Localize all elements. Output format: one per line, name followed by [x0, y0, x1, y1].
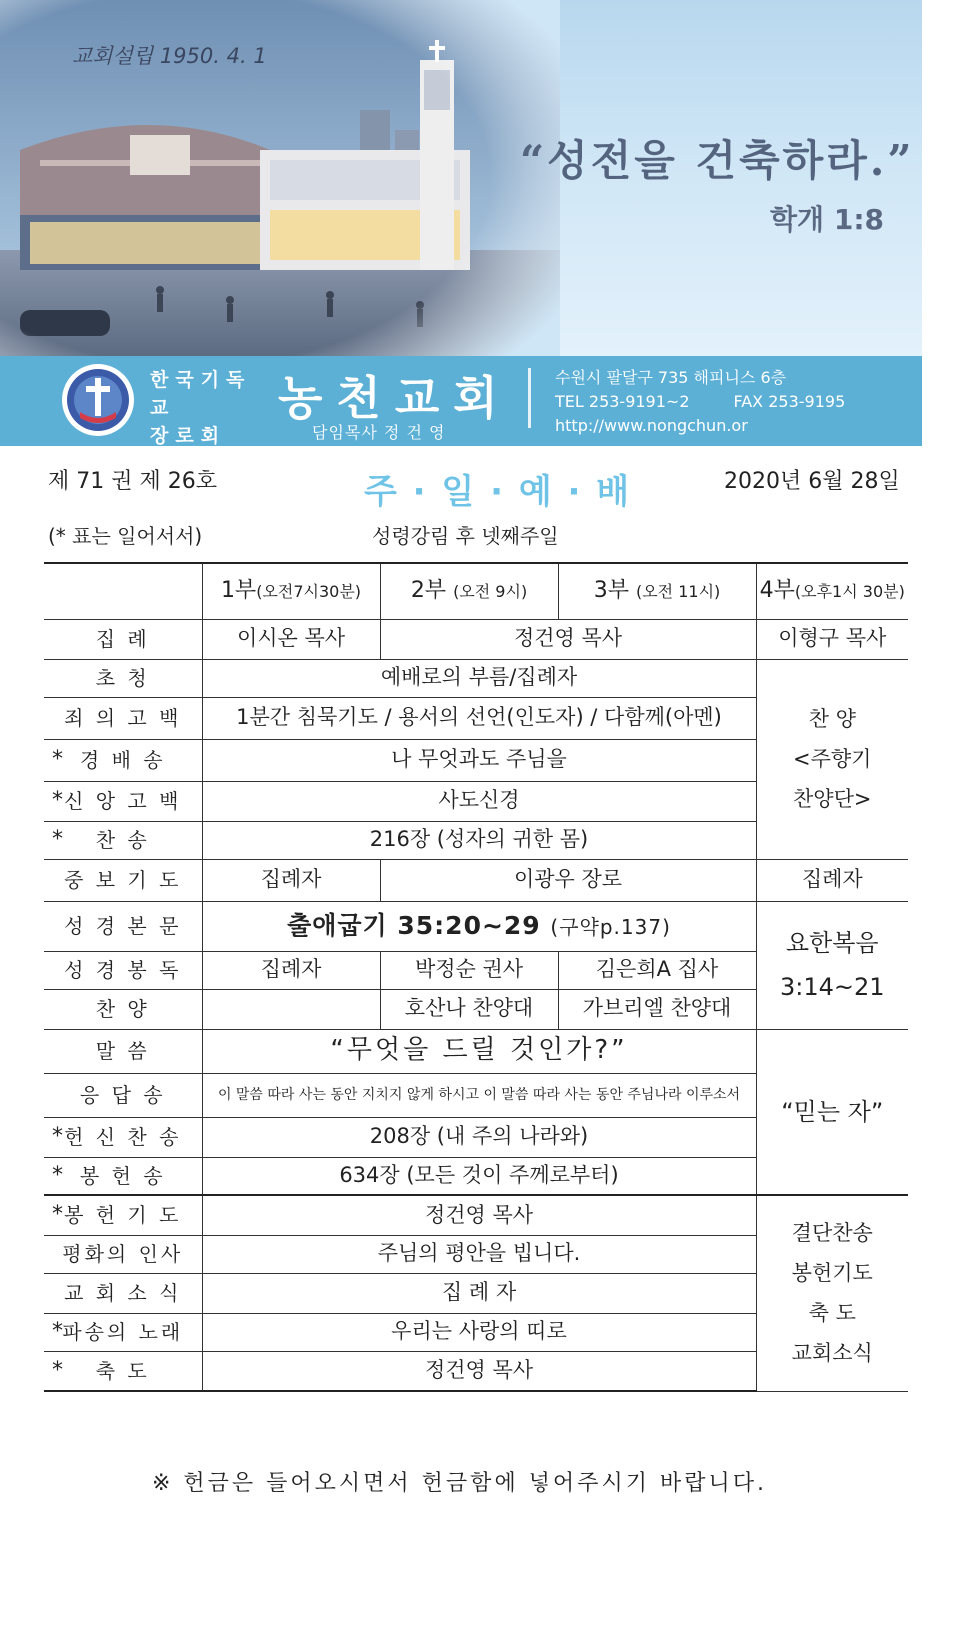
row-offering-prayer [44, 1195, 908, 1235]
sending-value: 우리는 사랑의 띠로 [202, 1313, 756, 1351]
service-2-header: 2부 (오전 9시) [380, 563, 558, 619]
fax: FAX 253-9195 [733, 392, 846, 411]
standing-star-icon: * [52, 1357, 66, 1383]
offering-notice: ※ 헌금은 들어오시면서 헌금함에 넣어주시기 바랍니다. [152, 1471, 767, 1496]
liturgical-sunday: 성령강림 후 넷째주일 [372, 524, 559, 548]
offertory-value: 634장 (모든 것이 주께로부터) [202, 1157, 756, 1195]
senior-pastor: 담임목사 정 건 영 [312, 423, 446, 442]
peace-value: 주님의 평안을 빕니다. [202, 1235, 756, 1273]
service-4-praise [756, 659, 908, 859]
denomination [150, 366, 262, 450]
church-logo-icon [60, 362, 136, 438]
reading-service-3: 김은희A 집사 [558, 951, 756, 989]
sermon-title: “무엇을 드릴 것인가?” [202, 1029, 756, 1073]
label-response: 응 답 송 [44, 1073, 202, 1117]
reading-service-1: 집례자 [202, 951, 380, 989]
presider-service-2-3: 정건영 목사 [380, 619, 756, 659]
row-invitation [44, 659, 908, 697]
adoration-value: 나 무엇과도 주님을 [202, 739, 756, 781]
header-banner [0, 0, 922, 356]
intercession-service-2-3: 이광우 장로 [380, 859, 756, 901]
standing-star-icon: * [52, 746, 66, 772]
label-confession: 죄 의 고 백 [44, 697, 202, 739]
service-4-scripture-verse: 3:14~21 [779, 973, 885, 1001]
news-value: 집 례 자 [202, 1273, 756, 1313]
presider-service-1: 이시온 목사 [202, 619, 380, 659]
anthem-service-3: 가브리엘 찬양대 [558, 989, 756, 1029]
service-title: 주 · 일 · 예 · 배 [364, 472, 632, 512]
band-divider [528, 368, 531, 428]
denomination-line-1: 한국기독교 [150, 369, 252, 419]
dedication-value: 208장 (내 주의 나라와) [202, 1117, 756, 1157]
label-sending: * 파송의 노래 [44, 1313, 202, 1351]
header-blank [44, 563, 202, 619]
hymn-value: 216장 (성자의 귀한 몸) [202, 821, 756, 859]
standing-star-icon: * [52, 787, 66, 813]
row-scripture [44, 901, 908, 951]
row-sermon [44, 1029, 908, 1073]
service-date: 2020년 6월 28일 [724, 469, 900, 494]
label-hymn: * 찬 송 [44, 821, 202, 859]
scripture-passage: 출애굽기 35:20~29 [287, 911, 541, 940]
presider-service-4: 이형구 목사 [756, 619, 908, 659]
service-4-closing-line-3: 축 도 [808, 1301, 856, 1326]
label-offertory: * 봉 헌 송 [44, 1157, 202, 1195]
service-4-praise-line-2: <주향기 [793, 747, 872, 771]
service-4-closing-line-1: 결단찬송 [791, 1221, 873, 1246]
volume-issue: 제 71 권 제 26호 [48, 469, 217, 494]
service-header-row [44, 563, 908, 619]
label-peace: 평화의 인사 [44, 1235, 202, 1273]
service-4-closing-line-2: 봉헌기도 [791, 1261, 873, 1286]
label-anthem: 찬 양 [44, 989, 202, 1029]
service-4-header: 4부(오후1시 30분) [756, 563, 908, 619]
anthem-service-2: 호산나 찬양대 [380, 989, 558, 1029]
label-news: 교 회 소 식 [44, 1273, 202, 1313]
phone-fax [555, 390, 845, 414]
standing-star-icon: * [52, 1162, 66, 1188]
intercession-service-4: 집례자 [756, 859, 908, 901]
confession-value: 1분간 침묵기도 / 용서의 선언(인도자) / 다함께(아멘) [202, 697, 756, 739]
founding-date: 교회설립 1950. 4. 1 [72, 44, 267, 68]
invitation-value: 예배로의 부름/집례자 [202, 659, 756, 697]
service-1-header: 1부(오전7시30분) [202, 563, 380, 619]
label-scripture: 성 경 본 문 [44, 901, 202, 951]
service-4-closing-line-4: 교회소식 [791, 1341, 873, 1366]
response-lyrics: 이 말씀 따라 사는 동안 지치지 않게 하시고 이 말씀 따라 사는 동안 주님나라 이루소서 [202, 1073, 756, 1117]
denomination-line-2: 장로회 [150, 425, 227, 447]
anthem-service-1 [202, 989, 380, 1029]
label-benediction: * 축 도 [44, 1351, 202, 1391]
creed-value: 사도신경 [202, 781, 756, 821]
order-of-worship-table [44, 562, 908, 1392]
label-creed: * 신 앙 고 백 [44, 781, 202, 821]
slogan: “성전을 건축하라.” [520, 136, 915, 185]
label-offering-prayer: * 봉 헌 기 도 [44, 1195, 202, 1235]
slogan-verse: 학개 1:8 [770, 203, 885, 236]
row-presider [44, 619, 908, 659]
service-4-praise-line-1: 찬 양 [808, 707, 856, 731]
standing-note: (* 표는 일어서서) [48, 524, 203, 548]
row-intercession [44, 859, 908, 901]
reading-service-2: 박정순 권사 [380, 951, 558, 989]
service-4-scripture-book: 요한복음 [785, 929, 879, 957]
telephone: TEL 253-9191~2 [555, 392, 690, 411]
label-adoration: * 경 배 송 [44, 739, 202, 781]
standing-star-icon: * [52, 826, 66, 852]
standing-star-icon: * [52, 1202, 66, 1228]
scripture-value [202, 901, 756, 951]
website-link[interactable]: http://www.nongchun.or [555, 416, 748, 435]
standing-star-icon: * [52, 1123, 66, 1149]
benediction-value: 정건영 목사 [202, 1351, 756, 1391]
service-4-scripture [756, 901, 908, 1029]
service-4-sermon: “믿는 자” [756, 1029, 908, 1195]
label-reading: 성 경 봉 독 [44, 951, 202, 989]
service-4-closing [756, 1195, 908, 1391]
service-4-praise-line-3: 찬양단> [793, 787, 872, 811]
label-invitation: 초 청 [44, 659, 202, 697]
contact-info [555, 366, 845, 438]
service-3-header: 3부 (오전 11시) [558, 563, 756, 619]
address: 수원시 팔달구 735 해피니스 6층 [555, 368, 787, 387]
intercession-service-1: 집례자 [202, 859, 380, 901]
church-name: 농천교회 [278, 371, 512, 425]
label-presider: 집 례 [44, 619, 202, 659]
standing-star-icon: * [52, 1318, 66, 1344]
label-sermon: 말 씀 [44, 1029, 202, 1073]
label-intercession: 중 보 기 도 [44, 859, 202, 901]
offering-prayer-value: 정건영 목사 [202, 1195, 756, 1235]
scripture-page: (구약p.137) [550, 915, 671, 939]
label-dedication: * 헌 신 찬 송 [44, 1117, 202, 1157]
